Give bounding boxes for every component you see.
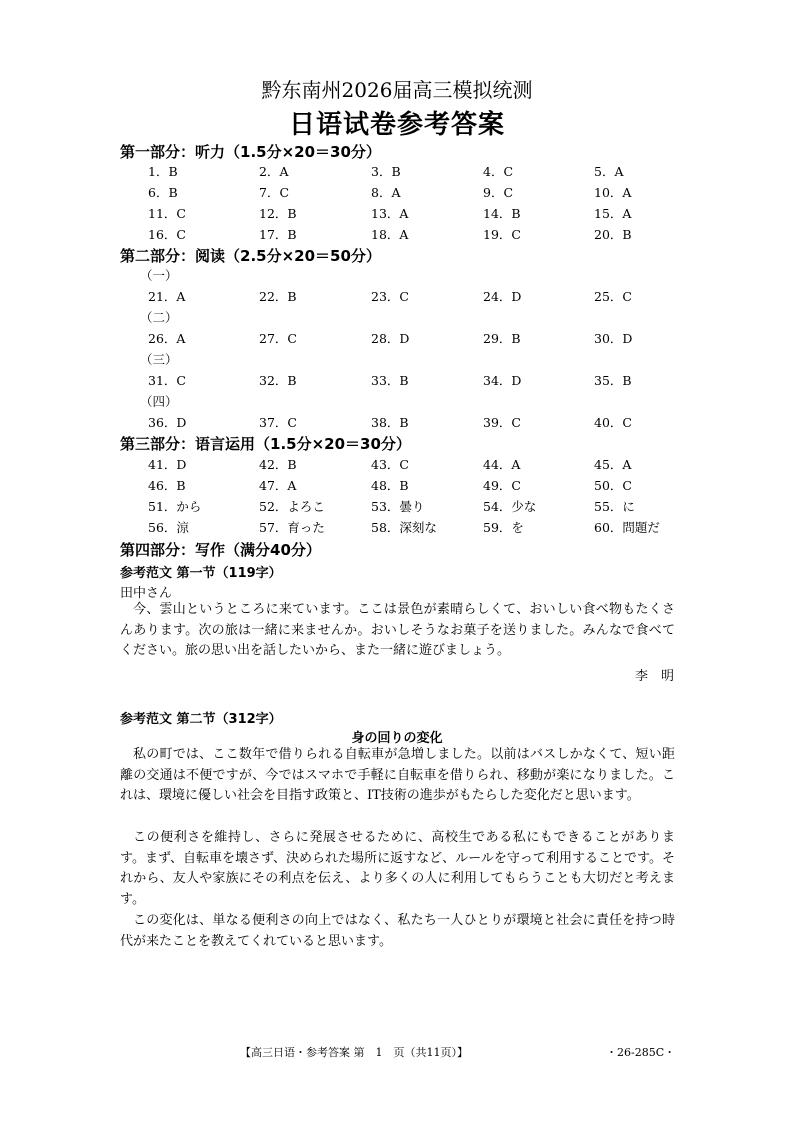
language-answer: 41．D bbox=[148, 457, 187, 472]
reading-answer: 32．B bbox=[259, 373, 297, 388]
reading-answer: 39．C bbox=[483, 415, 521, 430]
section-writing-heading: 第四部分：写作（满分40分） bbox=[120, 541, 321, 559]
language-answer: 51．から bbox=[148, 499, 202, 514]
listening-answer: 11．C bbox=[148, 206, 186, 221]
language-answer: 60．問題だ bbox=[594, 520, 660, 535]
listening-answer: 20．B bbox=[594, 227, 632, 242]
reading-group-label: （一） bbox=[140, 268, 178, 283]
reading-answer: 38．B bbox=[371, 415, 409, 430]
reading-answer: 36．D bbox=[148, 415, 187, 430]
sample2-paragraph: この便利さを維持し、さらに発展させるために、高校生である私にもできることがあります。まず、自転車を壊さず、決められた場所に返すなど、ルールを守って利用することです。それから、友人や家族にその利点を伝え、より多くの人に利用してもらうことも大切だと考えます。 bbox=[120, 830, 675, 908]
listening-answer: 8．A bbox=[371, 185, 401, 200]
language-answer: 56．涼 bbox=[148, 520, 189, 535]
language-answer: 47．A bbox=[259, 478, 297, 493]
listening-answer: 9．C bbox=[483, 185, 514, 200]
listening-answer: 14．B bbox=[483, 206, 521, 221]
reading-answer: 37．C bbox=[259, 415, 297, 430]
listening-answer: 12．B bbox=[259, 206, 297, 221]
language-answer: 49．C bbox=[483, 478, 521, 493]
listening-answer: 15．A bbox=[594, 206, 632, 221]
listening-answer: 5．A bbox=[594, 164, 624, 179]
sample2-paragraph: この変化は、単なる便利さの向上ではなく、私たち一人ひとりが環境と社会に責任を持つ時代が来たことを教えてくれていると思います。 bbox=[120, 913, 675, 949]
language-answer: 53．曇り bbox=[371, 499, 425, 514]
reading-answer: 30．D bbox=[594, 331, 633, 346]
language-answer: 52．よろこ bbox=[259, 499, 325, 514]
reading-answer: 33．B bbox=[371, 373, 409, 388]
sample1-signature: 李 明 bbox=[634, 669, 674, 684]
reading-answer: 40．C bbox=[594, 415, 632, 430]
language-answer: 55．に bbox=[594, 499, 635, 514]
listening-answer: 17．B bbox=[259, 227, 297, 242]
reading-answer: 26．A bbox=[148, 331, 186, 346]
language-answer: 42．B bbox=[259, 457, 297, 472]
listening-answer: 10．A bbox=[594, 185, 632, 200]
reading-group-label: （二） bbox=[140, 310, 178, 325]
sample1-body: 今、雲山というところに来ています。ここは景色が素晴らしくて、おいしい食べ物もたくさんあります。次の旅は一緒に来ませんか。おいしそうなお菓子を送りました。みんなで食べてください。旅の思い出を話したいから、また一緒に遊びましょう。 bbox=[120, 602, 675, 659]
listening-answer: 6．B bbox=[148, 185, 178, 200]
listening-answer: 13．A bbox=[371, 206, 409, 221]
language-answer: 54．少な bbox=[483, 499, 537, 514]
reading-answer: 27．C bbox=[259, 331, 297, 346]
section-language-heading: 第三部分：语言运用（1.5分×20＝30分） bbox=[120, 435, 411, 453]
sample1-greeting: 田中さん bbox=[120, 586, 173, 601]
reading-answer: 35．B bbox=[594, 373, 632, 388]
sample2-paragraph: 私の町では、ここ数年で借りられる自転車が急増しました。以前はバスしかなくて、短い距離の交通は不便ですが、今ではスマホで手軽に自転車を借りられ、移動が楽になりました。これは、環境に優しい社会を目指す政策と、IT技術の進歩がもたらした変化だと思います。 bbox=[120, 747, 675, 804]
reading-answer: 21．A bbox=[148, 289, 186, 304]
sample2-heading: 参考范文 第二节（312字） bbox=[120, 712, 282, 727]
reading-answer: 34．D bbox=[483, 373, 522, 388]
section-reading-heading: 第二部分：阅读（2.5分×20＝50分） bbox=[120, 247, 381, 265]
reading-group-label: （三） bbox=[140, 352, 178, 367]
reading-answer: 28．D bbox=[371, 331, 410, 346]
language-answer: 46．B bbox=[148, 478, 186, 493]
language-answer: 45．A bbox=[594, 457, 632, 472]
reading-answer: 31．C bbox=[148, 373, 186, 388]
language-answer: 48．B bbox=[371, 478, 409, 493]
answer-key-title: 日语试卷参考答案 bbox=[288, 110, 505, 140]
listening-answer: 3．B bbox=[371, 164, 401, 179]
sample1-heading: 参考范文 第一节（119字） bbox=[120, 566, 282, 581]
listening-answer: 4．C bbox=[483, 164, 514, 179]
listening-answer: 18．A bbox=[371, 227, 409, 242]
listening-answer: 7．C bbox=[259, 185, 290, 200]
footer-page-info: 【高三日语・参考答案 第 1 页（共11页）】 bbox=[240, 1046, 468, 1059]
sample2-essay-title: 身の回りの変化 bbox=[351, 731, 443, 746]
reading-answer: 24．D bbox=[483, 289, 522, 304]
reading-answer: 22．B bbox=[259, 289, 297, 304]
exam-title: 黔东南州2026届高三模拟统测 bbox=[261, 78, 533, 102]
language-answer: 57．育った bbox=[259, 520, 325, 535]
reading-answer: 25．C bbox=[594, 289, 632, 304]
listening-answer: 16．C bbox=[148, 227, 186, 242]
reading-group-label: （四） bbox=[140, 394, 178, 409]
listening-answer: 1．B bbox=[148, 164, 178, 179]
listening-answer: 19．C bbox=[483, 227, 521, 242]
language-answer: 43．C bbox=[371, 457, 409, 472]
footer-code: ・26-285C・ bbox=[606, 1046, 676, 1059]
reading-answer: 29．B bbox=[483, 331, 521, 346]
reading-answer: 23．C bbox=[371, 289, 409, 304]
language-answer: 44．A bbox=[483, 457, 521, 472]
language-answer: 58．深刻な bbox=[371, 520, 437, 535]
section-listening-heading: 第一部分：听力（1.5分×20＝30分） bbox=[120, 143, 381, 161]
language-answer: 59．を bbox=[483, 520, 524, 535]
listening-answer: 2．A bbox=[259, 164, 289, 179]
language-answer: 50．C bbox=[594, 478, 632, 493]
